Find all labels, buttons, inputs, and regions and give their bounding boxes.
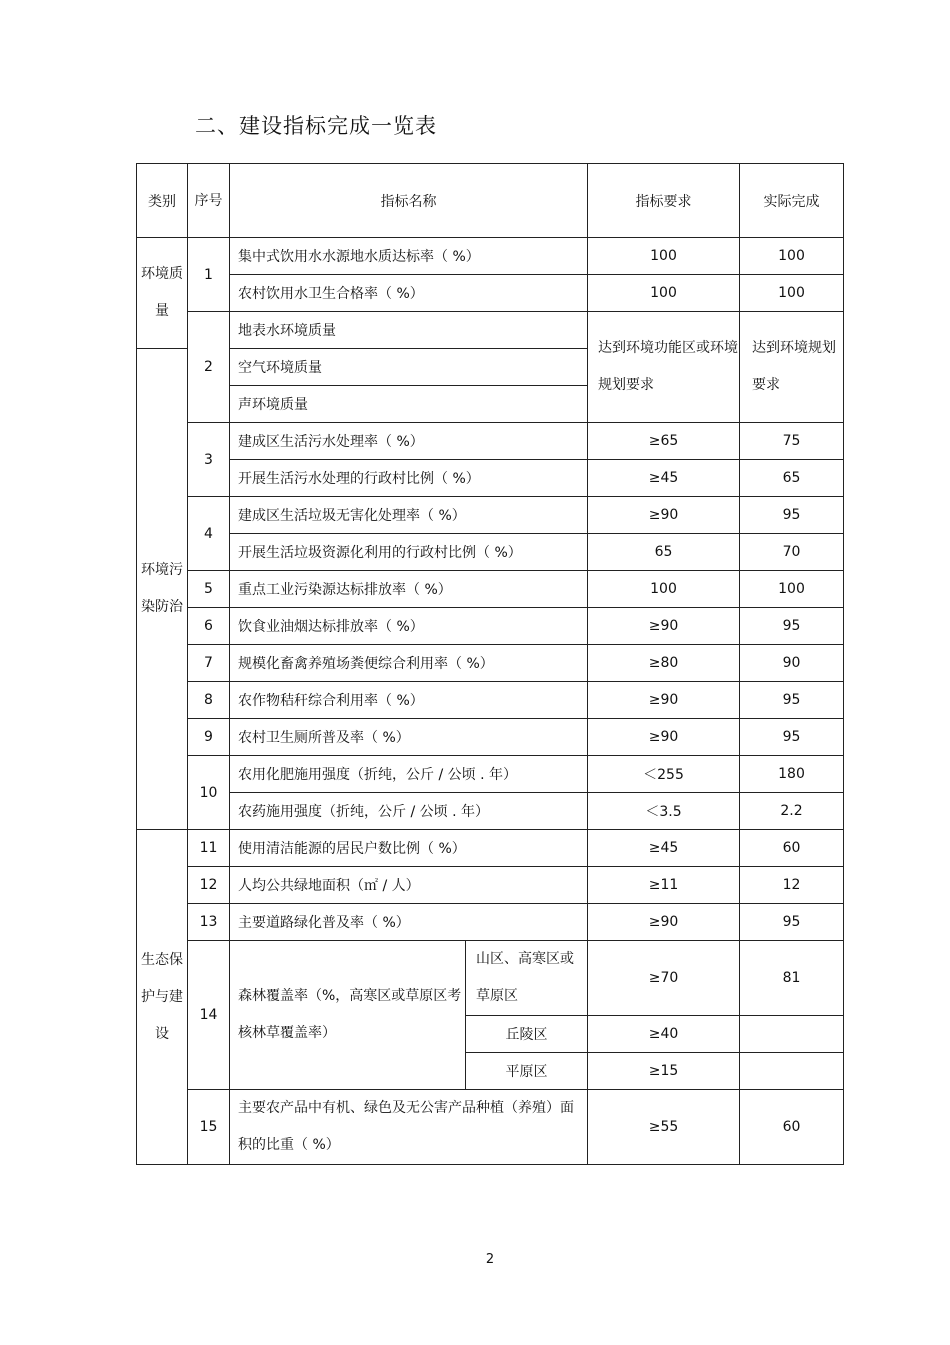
requirement: 达到环境功能区或环境规划要求 — [588, 312, 740, 423]
indicator-name: 声环境质量 — [230, 386, 588, 423]
table-row — [137, 275, 844, 312]
indicator-name: 饮食业油烟达标排放率（ %） — [230, 608, 588, 645]
actual-value: 100 — [740, 238, 844, 275]
actual-value: 180 — [740, 756, 844, 793]
actual-value: 60 — [740, 830, 844, 867]
indicator-name: 主要农产品中有机、绿色及无公害产品种植（养殖）面积的比重（ %） — [230, 1090, 588, 1165]
requirement: ≥65 — [588, 423, 740, 460]
header-actual: 实际完成 — [740, 164, 844, 238]
requirement: ≥70 — [588, 941, 740, 1016]
actual-value: 95 — [740, 608, 844, 645]
requirement: ≥90 — [588, 682, 740, 719]
indicator-name: 农作物秸秆综合利用率（ %） — [230, 682, 588, 719]
requirement: ≥40 — [588, 1016, 740, 1053]
table-row — [137, 941, 844, 1016]
indicator-name: 农村卫生厕所普及率（ %） — [230, 719, 588, 756]
seq-cell: 2 — [188, 312, 230, 423]
indicator-name: 森林覆盖率（%，高寒区或草原区考核林草覆盖率） — [230, 941, 466, 1090]
actual-value: 70 — [740, 534, 844, 571]
page-number: 2 — [485, 1252, 495, 1267]
seq-cell: 3 — [188, 423, 230, 497]
indicator-name: 重点工业污染源达标排放率（ %） — [230, 571, 588, 608]
seq-cell: 9 — [188, 719, 230, 756]
table-row — [137, 756, 844, 793]
requirement: ≥45 — [588, 460, 740, 497]
header-seq: 序号 — [188, 164, 230, 238]
actual-value — [740, 1016, 844, 1053]
requirement: ≥90 — [588, 497, 740, 534]
seq-cell: 14 — [188, 941, 230, 1090]
indicator-name: 农药施用强度（折纯，公斤 / 公顷 . 年） — [230, 793, 588, 830]
sub-region: 山区、高寒区或草原区 — [466, 941, 588, 1016]
table-row — [137, 1090, 844, 1165]
indicator-name: 开展生活污水处理的行政村比例（ %） — [230, 460, 588, 497]
table-row — [137, 497, 844, 534]
category-pollution: 环境污染防治 — [137, 349, 188, 830]
indicator-name: 空气环境质量 — [230, 349, 588, 386]
table-row — [137, 645, 844, 682]
table-row — [137, 312, 844, 349]
table-row — [137, 904, 844, 941]
header-req: 指标要求 — [588, 164, 740, 238]
table-row — [137, 608, 844, 645]
requirement: ≥90 — [588, 904, 740, 941]
indicator-name: 建成区生活垃圾无害化处理率（ %） — [230, 497, 588, 534]
table-row — [137, 571, 844, 608]
actual-value — [740, 1053, 844, 1090]
category-env-quality: 环境质量 — [137, 238, 188, 349]
requirement: 65 — [588, 534, 740, 571]
category-ecology: 生态保护与建设 — [137, 830, 188, 1165]
sub-region: 丘陵区 — [466, 1016, 588, 1053]
requirement: ＜255 — [588, 756, 740, 793]
indicator-name: 地表水环境质量 — [230, 312, 588, 349]
header-category: 类别 — [137, 164, 188, 238]
actual-value: 95 — [740, 904, 844, 941]
table-row — [137, 682, 844, 719]
seq-cell: 1 — [188, 238, 230, 312]
table-row — [137, 238, 844, 275]
requirement: 100 — [588, 571, 740, 608]
sub-region: 平原区 — [466, 1053, 588, 1090]
page-title: 二、建设指标完成一览表 — [195, 114, 437, 138]
actual-value: 达到环境规划要求 — [740, 312, 844, 423]
seq-cell: 13 — [188, 904, 230, 941]
indicator-name: 农用化肥施用强度（折纯，公斤 / 公顷 . 年） — [230, 756, 588, 793]
actual-value: 81 — [740, 941, 844, 1016]
table-row — [137, 534, 844, 571]
actual-value: 90 — [740, 645, 844, 682]
actual-value: 95 — [740, 719, 844, 756]
requirement: ≥55 — [588, 1090, 740, 1165]
requirement: ≥90 — [588, 719, 740, 756]
table-row — [137, 867, 844, 904]
actual-value: 75 — [740, 423, 844, 460]
actual-value: 95 — [740, 682, 844, 719]
table-row — [137, 460, 844, 497]
requirement: ≥90 — [588, 608, 740, 645]
actual-value: 60 — [740, 1090, 844, 1165]
requirement: 100 — [588, 238, 740, 275]
table-row — [137, 830, 844, 867]
indicator-name: 农村饮用水卫生合格率（ %） — [230, 275, 588, 312]
requirement: ≥80 — [588, 645, 740, 682]
indicator-name: 主要道路绿化普及率（ %） — [230, 904, 588, 941]
table-row — [137, 719, 844, 756]
requirement: ≥11 — [588, 867, 740, 904]
indicator-name: 使用清洁能源的居民户数比例（ %） — [230, 830, 588, 867]
header-name: 指标名称 — [230, 164, 588, 238]
table-row — [137, 423, 844, 460]
seq-cell: 11 — [188, 830, 230, 867]
actual-value: 65 — [740, 460, 844, 497]
requirement: 100 — [588, 275, 740, 312]
seq-cell: 10 — [188, 756, 230, 830]
indicator-name: 开展生活垃圾资源化利用的行政村比例（ %） — [230, 534, 588, 571]
indicator-table — [136, 163, 844, 1165]
seq-cell: 4 — [188, 497, 230, 571]
seq-cell: 5 — [188, 571, 230, 608]
seq-cell: 6 — [188, 608, 230, 645]
seq-cell: 12 — [188, 867, 230, 904]
table-header-row — [137, 164, 844, 238]
actual-value: 100 — [740, 571, 844, 608]
requirement: ≥45 — [588, 830, 740, 867]
actual-value: 100 — [740, 275, 844, 312]
table-row — [137, 793, 844, 830]
indicator-name: 规模化畜禽养殖场粪便综合利用率（ %） — [230, 645, 588, 682]
seq-cell: 15 — [188, 1090, 230, 1165]
seq-cell: 7 — [188, 645, 230, 682]
actual-value: 95 — [740, 497, 844, 534]
indicator-name: 人均公共绿地面积（㎡ / 人） — [230, 867, 588, 904]
actual-value: 12 — [740, 867, 844, 904]
requirement: ＜3.5 — [588, 793, 740, 830]
requirement: ≥15 — [588, 1053, 740, 1090]
actual-value: 2.2 — [740, 793, 844, 830]
indicator-name: 建成区生活污水处理率（ %） — [230, 423, 588, 460]
indicator-name: 集中式饮用水水源地水质达标率（ %） — [230, 238, 588, 275]
seq-cell: 8 — [188, 682, 230, 719]
